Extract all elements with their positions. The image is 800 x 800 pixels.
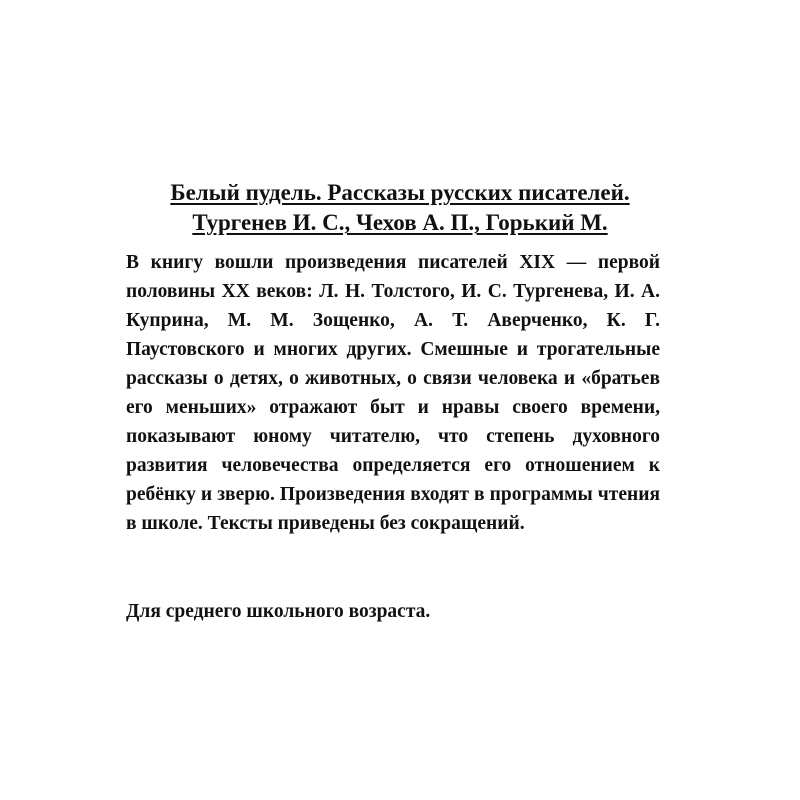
book-description: В книгу вошли произведения писателей XIX — первой половины XX веков: Л. Н. Толстого, И. С. Тургенева, И. А. Куприна, М. М. Зощенко, А. Т. Аверченко, К. Г. Паустовского и многих других. Смешные и трогательные рассказы о детях, о животных, о связи человека и «братьев его меньших» отражают быт и нравы своего времени, показывают юному читателю, что степень духовного развития человечества определяется его отношением к ребёнку и зверю. Произведения входят в программы чтения в школе. Тексты приведены без сокращений. <box>126 252 660 534</box>
title-line-1: Белый пудель. Рассказы русских писателей. <box>170 180 630 205</box>
target-audience: Для среднего школьного возраста. <box>126 601 431 622</box>
book-title <box>0 178 800 238</box>
title-line-2: Тургенев И. С., Чехов А. П., Горький М. <box>192 210 608 235</box>
